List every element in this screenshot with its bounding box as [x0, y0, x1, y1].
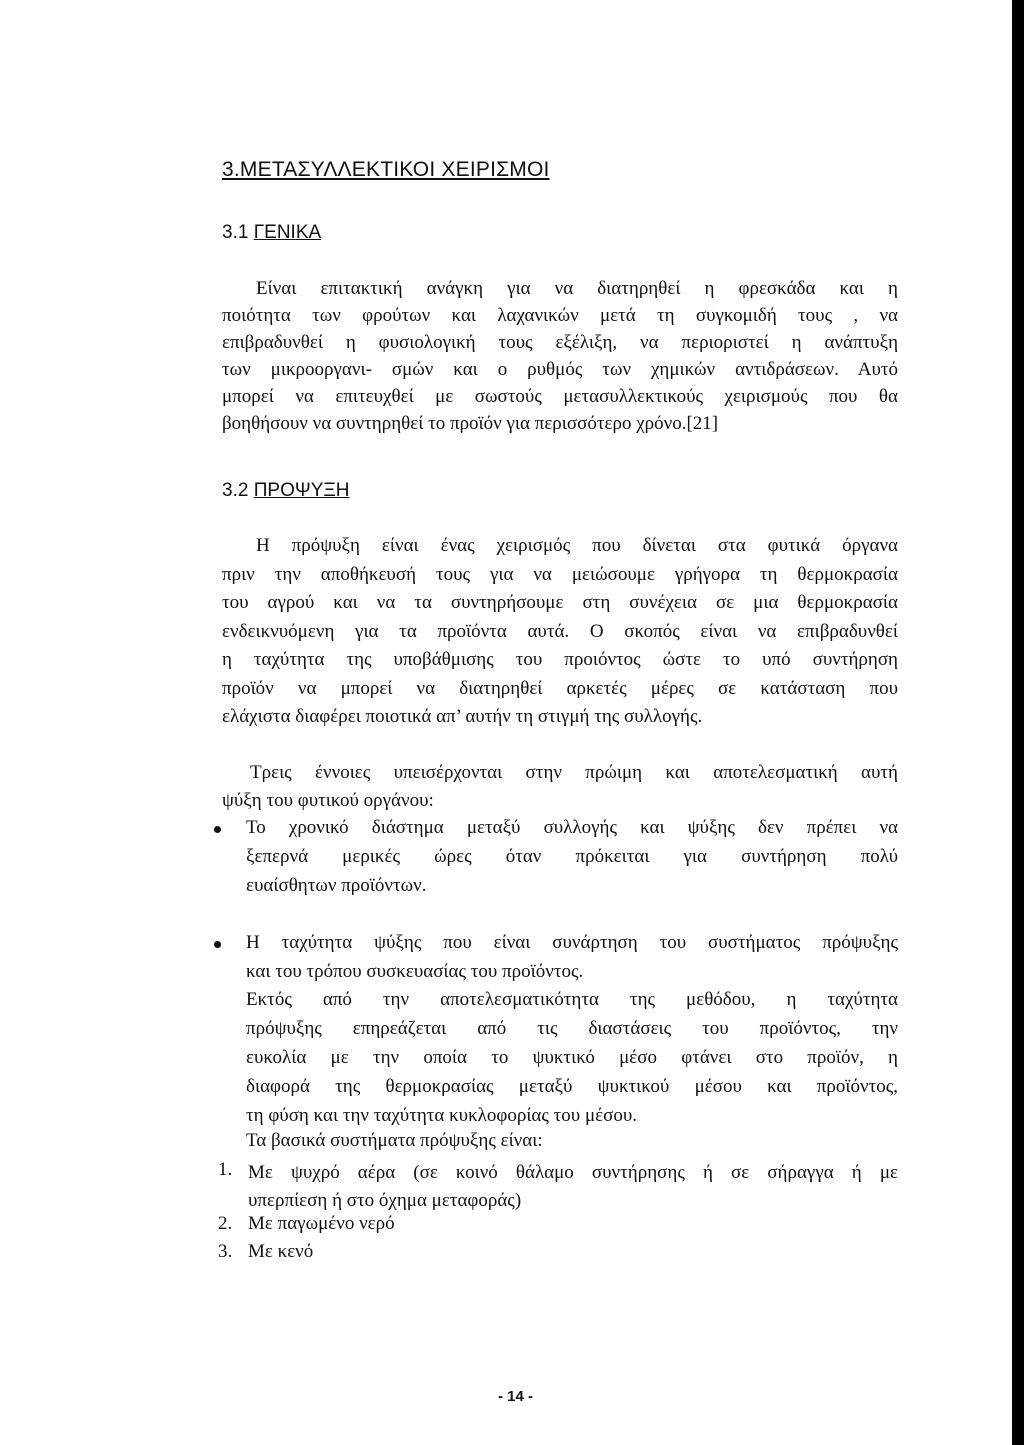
efficiency-paragraph: [246, 985, 898, 1130]
paragraph-line: μπορεί να επιτευχθεί με σωστούς μετασυλλεκτικούς χειρισμούς που θα: [222, 386, 898, 407]
intro-paragraph: [222, 759, 898, 815]
paragraph-line: ποιότητα των φρούτων και λαχανικών μετά τη συγκομιδή τους , να: [222, 305, 898, 326]
list-number: 3.: [218, 1241, 233, 1262]
paragraph-line: επιβραδυνθεί η φυσιολογική τους εξέλιξη, να περιοριστεί η ανάπτυξη: [222, 332, 898, 353]
bullet-line: Η ταχύτητα ψύξης που είναι συνάρτηση του συστήματος πρόψυξης: [246, 932, 898, 953]
paragraph-line: Εκτός από την αποτελεσματικότητα της μεθόδου, η ταχύτητα: [246, 989, 898, 1010]
section-number: 3.2: [222, 480, 254, 501]
list-number: 2.: [218, 1213, 233, 1234]
system-item: [248, 1159, 898, 1215]
bullet-item: [246, 928, 898, 986]
section-heading-precooling: [222, 480, 350, 502]
section-number: 3.1: [222, 222, 254, 243]
precooling-paragraph: [222, 532, 898, 732]
list-number: 1.: [218, 1159, 233, 1180]
bullet-item: [246, 813, 898, 900]
paragraph-line: η ταχύτητα της υποβάθμισης του προιόντος ώστε το υπό συντήρηση: [222, 649, 898, 670]
chapter-title: 3.ΜΕΤΑΣΥΛΛΕΚΤΙΚΟΙ ΧΕΙΡΙΣΜΟΙ: [222, 158, 550, 181]
paragraph-line: διαφορά της θερμοκρασίας μεταξύ ψυκτικού μέσου και προϊόντος,: [246, 1076, 898, 1097]
section-name: ΠΡΟΨΥΞΗ: [253, 480, 350, 501]
bullet-icon: [214, 941, 221, 948]
paragraph-line: Τρεις έννοιες υπεισέρχονται στην πρώιμη και αποτελεσματική αυτή: [250, 762, 898, 783]
bullet-line: ευαίσθητων προϊόντων.: [246, 875, 427, 896]
section-name: ΓΕΝΙΚΑ: [253, 222, 322, 243]
paragraph-line: ψύξη του φυτικού οργάνου:: [222, 790, 434, 811]
system-line: υπερπίεση ή στο όχημα μεταφοράς): [248, 1190, 522, 1211]
bullet-line: ξεπερνά μερικές ώρες όταν πρόκειται για συντήρηση πολύ: [246, 846, 898, 867]
paragraph-line: του αγρού και να τα συντηρήσουμε στη συνέχεια σε μια θερμοκρασία: [222, 592, 898, 613]
paragraph-line: πριν την αποθήκευσή τους για να μειώσουμε γρήγορα τη θερμοκρασία: [222, 563, 898, 585]
systems-intro: Τα βασικά συστήματα πρόψυξης είναι:: [246, 1130, 543, 1151]
paragraph-line: Είναι επιτακτική ανάγκη για να διατηρηθεί η φρεσκάδα και η: [256, 278, 898, 299]
paragraph-line: πρόψυξης επηρεάζεται από τις διαστάσεις του προϊόντος, την: [246, 1018, 898, 1039]
paragraph-line: προϊόν να μπορεί να διατηρηθεί αρκετές μέρες σε κατάσταση που: [222, 677, 898, 699]
paragraph-line: ευκολία με την οποία το ψυκτικό μέσο φτάνει στο προϊόν, η: [246, 1047, 898, 1068]
system-line: Με ψυχρό αέρα (σε κοινό θάλαμο συντήρησης ή σε σήραγγα ή με: [248, 1162, 898, 1183]
paragraph-line: τη φύση και την ταχύτητα κυκλοφορίας του μέσου.: [246, 1105, 638, 1126]
system-item: Με κενό: [248, 1241, 314, 1262]
paragraph-line: των μικροοργανι- σμών και ο ρυθμός των χημικών αντιδράσεων. Αυτό: [222, 359, 898, 380]
general-paragraph: [222, 275, 898, 437]
system-item: Με παγωμένο νερό: [248, 1213, 395, 1234]
section-heading-general: [222, 222, 321, 244]
paragraph-line: ελάχιστα διαφέρει ποιοτικά απ’ αυτήν τη στιγμή της συλλογής.: [222, 706, 703, 727]
page-number: - 14 -: [498, 1388, 534, 1405]
bullet-line: και του τρόπου συσκευασίας του προϊόντος.: [246, 961, 584, 982]
paragraph-line: ενδεικνυόμενη για τα προϊόντα αυτά. Ο σκοπός είναι να επιβραδυνθεί: [222, 620, 898, 642]
bullet-line: Το χρονικό διάστημα μεταξύ συλλογής και ψύξης δεν πρέπει να: [246, 817, 898, 838]
bullet-icon: [214, 826, 221, 833]
paragraph-line: Η πρόψυξη είναι ένας χειρισμός που δίνεται στα φυτικά όργανα: [256, 535, 898, 556]
paragraph-line: βοηθήσουν να συντηρηθεί το προϊόν για περισσότερο χρόνο.[21]: [222, 413, 719, 434]
